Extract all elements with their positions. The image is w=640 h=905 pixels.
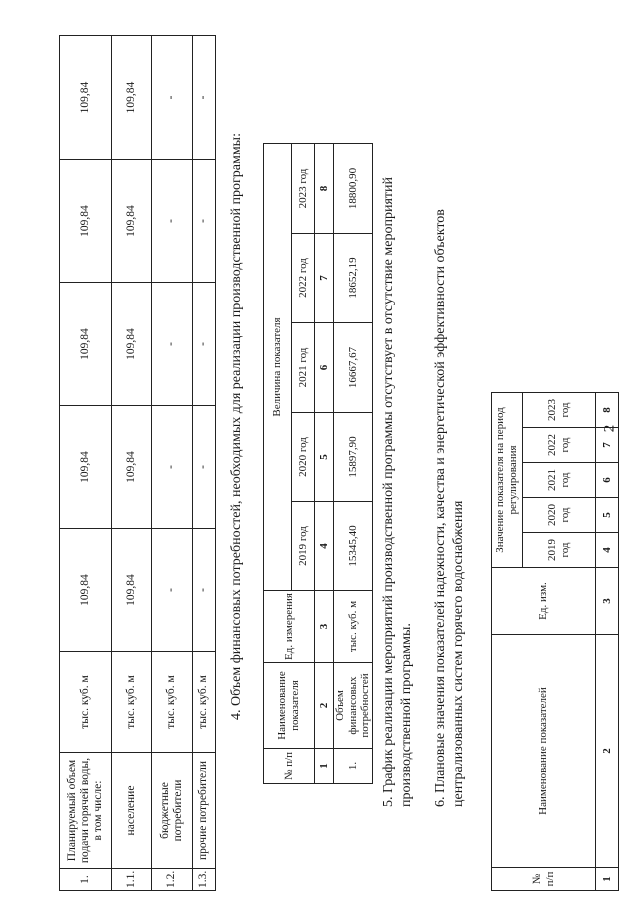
value-2019: 109,84 (112, 529, 152, 652)
header-group: Величина показателя (264, 143, 292, 590)
header-number: № п/п (264, 749, 315, 784)
value-2021: 109,84 (112, 283, 152, 406)
table-row (152, 36, 193, 891)
value-2020: 109,84 (60, 406, 112, 529)
column-index: 3 (315, 591, 334, 663)
value-2020: - (152, 406, 193, 529)
value-2022: - (193, 160, 216, 283)
value-2023: - (193, 36, 216, 160)
value-2023: - (152, 36, 193, 160)
column-index: 1 (596, 868, 619, 891)
row-number: 1.3. (193, 869, 216, 891)
column-index: 6 (315, 323, 334, 413)
row-number: 1. (334, 749, 373, 784)
header-name: Наименование показателей (492, 635, 596, 868)
header-year: 2020 год (523, 498, 596, 533)
section-6-line-2: централизованных систем горячего водоснабжения (451, 500, 466, 807)
header-year: 2021 год (292, 323, 315, 413)
row-unit: тыс. куб. м (112, 652, 152, 753)
value-2019: 15345,40 (334, 502, 373, 591)
row-unit: тыс. куб. м (60, 652, 112, 753)
column-index: 4 (315, 502, 334, 591)
row-number: 1. (60, 869, 112, 891)
column-index: 8 (596, 392, 619, 427)
column-index: 5 (315, 413, 334, 502)
value-2020: 109,84 (112, 406, 152, 529)
value-2023: 109,84 (112, 36, 152, 160)
value-2021: - (152, 283, 193, 406)
header-year: 2019 год (292, 502, 315, 591)
header-year: 2023 год (523, 392, 596, 427)
value-2023: 18800,90 (334, 143, 373, 233)
column-index: 7 (596, 428, 619, 463)
header-year: 2022 год (523, 428, 596, 463)
row-name: прочие потребители (193, 753, 216, 869)
row-number: 1.2. (152, 869, 193, 891)
header-year: 2023 год (292, 143, 315, 233)
row-unit: тыс. куб. м (152, 652, 193, 753)
row-name: Объем финансовых потребностей (334, 663, 373, 749)
hot-water-volume-table (59, 35, 216, 891)
column-index: 1 (315, 749, 334, 784)
table-row (112, 36, 152, 891)
column-index: 2 (596, 635, 619, 868)
value-2022: 109,84 (112, 160, 152, 283)
row-unit: тыс. куб. м (193, 652, 216, 753)
header-year: 2019 год (523, 533, 596, 568)
table-header-row (492, 392, 523, 890)
value-2022: 109,84 (60, 160, 112, 283)
value-2020: 15897,90 (334, 413, 373, 502)
value-2021: - (193, 283, 216, 406)
row-name: Планируемый объем подачи горячей воды, в том числе: (60, 753, 112, 869)
header-year: 2022 год (292, 234, 315, 323)
header-group: Значение показателя на период регулирования (492, 392, 523, 567)
header-year: 2021 год (523, 463, 596, 498)
column-index: 2 (315, 663, 334, 749)
value-2019: 109,84 (60, 529, 112, 652)
table-index-row (596, 392, 619, 890)
row-number: 1.1. (112, 869, 152, 891)
column-index: 7 (315, 234, 334, 323)
value-2021: 109,84 (60, 283, 112, 406)
value-2022: 18652,19 (334, 234, 373, 323)
section-5-line-1: 5. График реализации мероприятий производственной программы отсутствует в отсутствие мероприятий (381, 177, 396, 807)
value-2023: 109,84 (60, 36, 112, 160)
header-year: 2020 год (292, 413, 315, 502)
table-row (60, 36, 112, 891)
row-unit: тыс. куб. м (334, 591, 373, 663)
value-2022: - (152, 160, 193, 283)
value-2021: 16667,67 (334, 323, 373, 413)
reliability-indicators-table (491, 392, 619, 891)
financial-needs-table (263, 143, 373, 784)
header-number: № п/п (492, 868, 596, 891)
value-2019: - (193, 529, 216, 652)
page-number: 2 (601, 424, 618, 433)
table-row (193, 36, 216, 891)
table-row (334, 143, 373, 783)
header-name: Наименование показателя (264, 663, 315, 749)
header-unit: Ед. изм. (492, 568, 596, 635)
row-name: население (112, 753, 152, 869)
table-index-row (315, 143, 334, 783)
column-index: 3 (596, 568, 619, 635)
header-unit: Ед. измерения (264, 591, 315, 663)
section-4-heading: 4. Объем финансовых потребностей, необходимых для реализации производственной программы: (229, 133, 244, 720)
column-index: 4 (596, 533, 619, 568)
section-6-line-1: 6. Плановые значения показателей надежности, качества и энергетической эффективности объектов (433, 209, 448, 807)
table-header-row (264, 143, 292, 783)
column-index: 5 (596, 498, 619, 533)
row-name: бюджетные потребители (152, 753, 193, 869)
column-index: 8 (315, 143, 334, 233)
section-5-line-2: производственной программы. (399, 623, 414, 807)
value-2019: - (152, 529, 193, 652)
column-index: 6 (596, 463, 619, 498)
value-2020: - (193, 406, 216, 529)
